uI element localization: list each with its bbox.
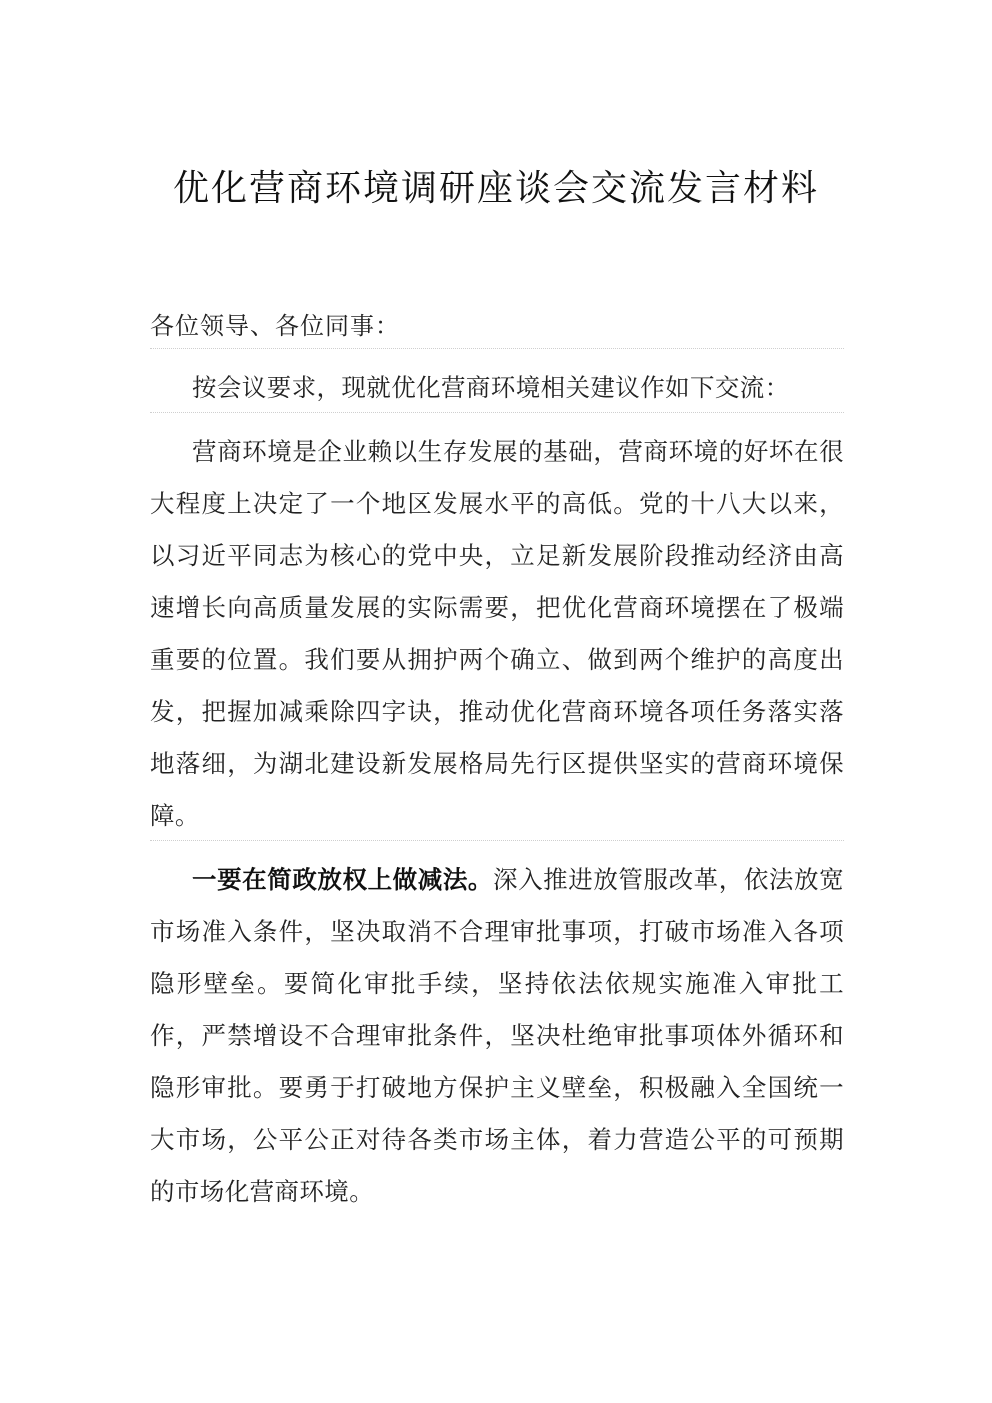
section-body: 深入推进放管服改革，依法放宽市场准入条件，坚决取消不合理审批事项，打破市场准入各项隐形壁垒。要简化审批手续，坚持依法依规实施准入审批工作，严禁增设不合理审批条件，坚决杜绝审批事项体外循环和隐形审批。要勇于打破地方保护主义壁垒，积极融入全国统一大市场，公平公正对待各类市场主体，着力营造公平的可预期的市场化营商环境。: [150, 865, 844, 1206]
body-paragraph: 营商环境是企业赖以生存发展的基础，营商环境的好坏在很大程度上决定了一个地区发展水平的高低。党的十八大以来，以习近平同志为核心的党中央，立足新发展阶段推动经济由高速增长向高质量发展的实际需要，把优化营商环境摆在了极端重要的位置。我们要从拥护两个确立、做到两个维护的高度出发，把握加减乘除四字诀，推动优化营商环境各项任务落实落地落细，为湖北建设新发展格局先行区提供坚实的营商环境保障。: [150, 437, 844, 830]
divider: [150, 412, 844, 413]
section-heading: 一要在简政放权上做减法。: [192, 865, 493, 894]
salutation: 各位领导、各位同事：: [150, 312, 400, 340]
section-paragraph: [150, 854, 844, 1218]
document-title: 优化营商环境调研座谈会交流发言材料: [172, 168, 819, 209]
divider: [150, 840, 844, 841]
divider: [150, 348, 844, 349]
intro-paragraph: 按会议要求，现就优化营商环境相关建议作如下交流：: [192, 373, 790, 402]
